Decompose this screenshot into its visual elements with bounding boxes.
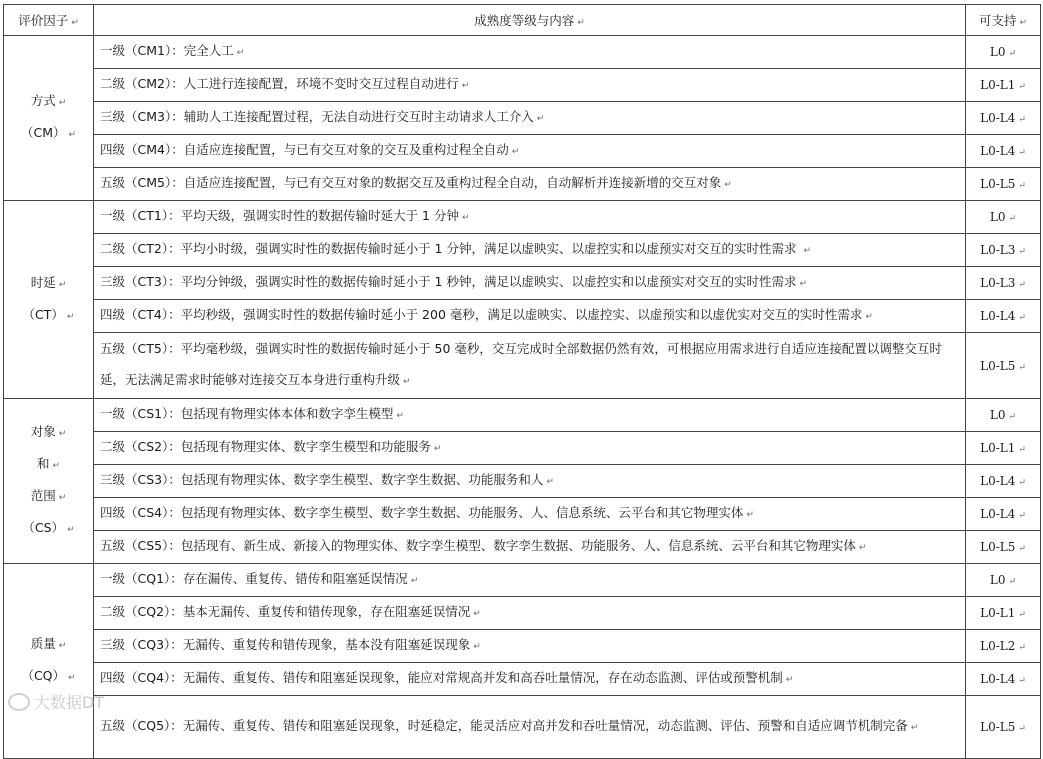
level-description: [94, 36, 966, 69]
factor-text: 质量: [30, 636, 56, 651]
support-level-text: L0: [989, 573, 1006, 587]
factor-text: 范围: [30, 488, 56, 503]
paragraph-mark-icon: ↵: [66, 311, 75, 322]
support-level-text: L0: [989, 408, 1006, 422]
factor-label: [4, 417, 93, 449]
paragraph-mark-icon: ↵: [1018, 82, 1026, 92]
paragraph-mark-icon: ↵: [67, 525, 75, 535]
table-row: [4, 135, 1041, 168]
paragraph-mark-icon: ↵: [858, 543, 867, 553]
level-description: [94, 564, 966, 597]
table-row: [4, 531, 1041, 564]
paragraph-mark-icon: ↵: [410, 576, 419, 586]
table-row: [4, 36, 1041, 69]
level-description-text: 三级（CT3）：平均分钟级，强调实时性的数据传输时延小于 1 秒钟，满足以虚映实、以虚控实和以虚预实对交互的实时性需求: [100, 274, 797, 289]
support-level-text: L0-L4: [980, 672, 1016, 686]
level-description: [94, 432, 966, 465]
paragraph-mark-icon: ↵: [910, 723, 919, 733]
paragraph-mark-icon: ↵: [1018, 544, 1026, 554]
table-row: [4, 267, 1041, 300]
table-row: [4, 69, 1041, 102]
level-description-text: 一级（CQ1）：存在漏传、重复传、错传和阻塞延误情况: [100, 571, 408, 586]
watermark-logo-icon: [8, 693, 30, 711]
level-description: [94, 234, 966, 267]
paragraph-mark-icon: ↵: [1008, 49, 1017, 59]
paragraph-mark-icon: ↵: [68, 130, 77, 140]
support-level: [966, 696, 1041, 759]
paragraph-mark-icon: ↵: [1018, 724, 1026, 734]
paragraph-mark-icon: ↵: [546, 477, 554, 487]
table-row: [4, 597, 1041, 630]
support-level: [966, 69, 1041, 102]
paragraph-mark-icon: ↵: [1018, 115, 1026, 125]
support-level: [966, 564, 1041, 597]
level-description-text: 五级（CM5）：自适应连接配置，与已有交互对象的数据交互及重构过程全自动，自动解析并连接新增的交互对象: [100, 175, 722, 190]
paragraph-mark-icon: ↵: [1018, 313, 1026, 323]
support-level-text: L0-L1: [980, 606, 1016, 620]
factor-text: （CS）: [22, 520, 65, 535]
header-support: [966, 5, 1041, 36]
level-description: [94, 135, 966, 168]
support-level-text: L0-L4: [980, 144, 1016, 158]
support-level: [966, 102, 1041, 135]
table-row: [4, 168, 1041, 201]
table-row: [4, 465, 1041, 498]
header-support-label: 可支持: [978, 13, 1017, 28]
watermark: [8, 690, 104, 713]
support-level: [966, 498, 1041, 531]
paragraph-mark-icon: ↵: [1018, 511, 1026, 521]
table-body: [4, 36, 1041, 759]
factor-text: 方式: [30, 93, 56, 108]
paragraph-mark-icon: ↵: [536, 114, 545, 124]
support-level-text: L0: [989, 210, 1006, 224]
paragraph-mark-icon: ↵: [1018, 280, 1026, 290]
paragraph-mark-icon: ↵: [1018, 247, 1026, 257]
support-level: [966, 234, 1041, 267]
paragraph-mark-icon: ↵: [433, 444, 442, 454]
level-description-text: 四级（CT4）：平均秒级，强调实时性的数据传输时延小于 200 毫秒，满足以虚映实、以虚控实、以虚预实和以虚优实对交互的实时性需求: [100, 307, 863, 322]
table-row: [4, 630, 1041, 663]
paragraph-mark-icon: ↵: [396, 411, 404, 421]
support-level-text: L0-L5: [980, 720, 1016, 734]
support-level-text: L0-L4: [980, 309, 1016, 323]
level-description: [94, 597, 966, 630]
table-row: [4, 333, 1041, 399]
paragraph-mark-icon: ↵: [1018, 445, 1026, 455]
table-row: [4, 399, 1041, 432]
level-description: [94, 498, 966, 531]
support-level-text: L0-L5: [980, 177, 1016, 191]
paragraph-mark-icon: ↵: [1018, 148, 1026, 158]
level-description-text: 四级（CQ4）：无漏传、重复传、错传和阻塞延误现象，能应对常规高并发和高吞吐量情况，存在动态监测、评估或预警机制: [100, 670, 783, 685]
support-level: [966, 465, 1041, 498]
paragraph-mark-icon: ↵: [1008, 412, 1017, 422]
paragraph-mark-icon: ↵: [71, 18, 79, 28]
paragraph-mark-icon: ↵: [1008, 577, 1017, 587]
paragraph-mark-icon: ↵: [803, 246, 811, 256]
support-level-text: L0: [989, 45, 1006, 59]
level-description: [94, 102, 966, 135]
table-row: [4, 201, 1041, 234]
paragraph-mark-icon: ↵: [403, 377, 411, 387]
factor-label: [4, 513, 93, 545]
level-description: [94, 531, 966, 564]
factor-label: [4, 449, 93, 481]
support-level: [966, 630, 1041, 663]
level-description: [94, 696, 966, 759]
table-row: [4, 696, 1041, 759]
factor-label: [4, 629, 93, 661]
paragraph-mark-icon: ↵: [236, 48, 245, 58]
paragraph-mark-icon: ↵: [1018, 610, 1026, 620]
paragraph-mark-icon: ↵: [1019, 18, 1028, 28]
support-level: [966, 333, 1041, 399]
level-description: [94, 267, 966, 300]
level-description-text: 五级（CQ5）：无漏传、重复传、错传和阻塞延误现象，时延稳定，能灵活应对高并发和吞吐量情况，动态监测、评估、预警和自适应调节机制完备: [100, 718, 908, 733]
support-level: [966, 663, 1041, 696]
factor-cell: [4, 564, 94, 759]
factor-label: [4, 661, 93, 693]
level-description: [94, 168, 966, 201]
table-row: [4, 300, 1041, 333]
support-level-text: L0-L5: [980, 358, 1016, 373]
factor-cell: [4, 201, 94, 399]
level-description-text: 一级（CS1）：包括现有物理实体本体和数字孪生模型: [100, 406, 394, 421]
level-description: [94, 69, 966, 102]
paragraph-mark-icon: ↵: [52, 461, 61, 471]
level-description: [94, 465, 966, 498]
support-level: [966, 168, 1041, 201]
table-row: [4, 663, 1041, 696]
paragraph-mark-icon: ↵: [511, 147, 520, 157]
level-description-text: 五级（CS5）：包括现有、新生成、新接入的物理实体、数字孪生模型、数字孪生数据、功能服务、人、信息系统、云平台和其它物理实体: [100, 538, 856, 553]
header-factor-label: 评价因子: [18, 13, 69, 28]
level-description: [94, 201, 966, 234]
level-description: [94, 663, 966, 696]
paragraph-mark-icon: ↵: [799, 279, 808, 289]
paragraph-mark-icon: ↵: [724, 180, 732, 190]
support-level: [966, 399, 1041, 432]
support-level-text: L0-L4: [980, 111, 1016, 125]
table-row: [4, 498, 1041, 531]
paragraph-mark-icon: ↵: [1018, 362, 1026, 373]
support-level: [966, 201, 1041, 234]
support-level-text: L0-L3: [980, 276, 1016, 290]
paragraph-mark-icon: ↵: [1008, 214, 1017, 224]
factor-label: [4, 86, 93, 118]
paragraph-mark-icon: ↵: [1018, 478, 1026, 488]
level-description-text: 二级（CM2）：人工进行连接配置，环境不变时交互过程自动进行: [100, 76, 459, 91]
paragraph-mark-icon: ↵: [473, 609, 481, 619]
paragraph-mark-icon: ↵: [58, 429, 67, 439]
paragraph-mark-icon: ↵: [461, 81, 470, 91]
maturity-table: [3, 4, 1041, 759]
factor-text: （CT）: [22, 306, 64, 322]
support-level: [966, 36, 1041, 69]
level-description-text: 一级（CT1）：平均天级，强调实时性的数据传输时延大于 1 分钟: [100, 208, 459, 223]
paragraph-mark-icon: ↵: [865, 312, 873, 322]
support-level: [966, 432, 1041, 465]
level-description-text: 四级（CS4）：包括现有物理实体、数字孪生模型、数字孪生数据、功能服务、人、信息系统、云平台和其它物理实体: [100, 505, 744, 520]
header-factor: [4, 5, 94, 36]
header-row: [4, 5, 1041, 36]
paragraph-mark-icon: ↵: [58, 641, 67, 651]
support-level: [966, 597, 1041, 630]
level-description: [94, 300, 966, 333]
support-level-text: L0-L1: [980, 78, 1016, 92]
factor-cell: [4, 36, 94, 201]
level-description-text: 三级（CS3）：包括现有物理实体、数字孪生模型、数字孪生数据、功能服务和人: [100, 472, 544, 487]
level-description-text: 二级（CT2）：平均小时级，强调实时性的数据传输时延小于 1 分钟，满足以虚映实、以虚控实和以虚预实对交互的实时性需求: [100, 241, 801, 256]
paragraph-mark-icon: ↵: [58, 279, 67, 290]
level-description: [94, 399, 966, 432]
header-content: [94, 5, 966, 36]
support-level-text: L0-L5: [980, 540, 1016, 554]
level-description-text: 三级（CQ3）：无漏传、重复传和错传现象，基本没有阻塞延误现象: [100, 637, 471, 652]
factor-label: [4, 268, 93, 300]
paragraph-mark-icon: ↵: [746, 510, 754, 520]
table-row: [4, 234, 1041, 267]
support-level: [966, 300, 1041, 333]
paragraph-mark-icon: ↵: [785, 675, 794, 685]
table-row: [4, 432, 1041, 465]
level-description: [94, 630, 966, 663]
factor-text: （CM）: [20, 125, 66, 140]
paragraph-mark-icon: ↵: [58, 98, 67, 108]
level-description-text: 四级（CM4）：自适应连接配置，与已有交互对象的交互及重构过程全自动: [100, 142, 509, 157]
factor-label: [4, 481, 93, 513]
level-description-text: 三级（CM3）：辅助人工连接配置过程，无法自动进行交互时主动请求人工介入: [100, 109, 534, 124]
level-description-text: 二级（CQ2）：基本无漏传、重复传和错传现象，存在阻塞延误情况: [100, 604, 471, 619]
support-level-text: L0-L3: [980, 243, 1016, 257]
support-level-text: L0-L2: [980, 639, 1016, 653]
level-description-text: 五级（CT5）：平均毫秒级，强调实时性的数据传输时延小于 50 毫秒，交互完成时全部数据仍然有效，可根据应用需求进行自适应连接配置以调整交互时延，无法满足需求时能够对连接交互本身进行重构升级: [100, 341, 942, 387]
paragraph-mark-icon: ↵: [473, 642, 481, 652]
support-level: [966, 531, 1041, 564]
paragraph-mark-icon: ↵: [577, 18, 585, 28]
header-content-label: 成熟度等级与内容: [474, 13, 575, 28]
paragraph-mark-icon: ↵: [68, 673, 76, 683]
support-level-text: L0-L1: [980, 441, 1016, 455]
paragraph-mark-icon: ↵: [1018, 181, 1026, 191]
level-description-text: 二级（CS2）：包括现有物理实体、数字孪生模型和功能服务: [100, 439, 431, 454]
paragraph-mark-icon: ↵: [58, 493, 67, 503]
factor-text: 对象: [30, 424, 56, 439]
support-level-text: L0-L4: [980, 474, 1016, 488]
support-level: [966, 267, 1041, 300]
table-row: [4, 564, 1041, 597]
factor-cell: [4, 399, 94, 564]
watermark-text: 大数据DT: [34, 693, 105, 712]
factor-text: 和: [36, 456, 50, 471]
paragraph-mark-icon: ↵: [461, 213, 470, 223]
table-row: [4, 102, 1041, 135]
paragraph-mark-icon: ↵: [1018, 676, 1026, 686]
factor-text: （CQ）: [21, 668, 66, 683]
level-description: [94, 333, 966, 399]
factor-text: 时延: [30, 274, 56, 290]
support-level-text: L0-L4: [980, 507, 1016, 521]
factor-label: [4, 300, 93, 332]
level-description-text: 一级（CM1）：完全人工: [100, 43, 234, 58]
support-level: [966, 135, 1041, 168]
factor-label: [4, 118, 93, 150]
paragraph-mark-icon: ↵: [1018, 643, 1026, 653]
